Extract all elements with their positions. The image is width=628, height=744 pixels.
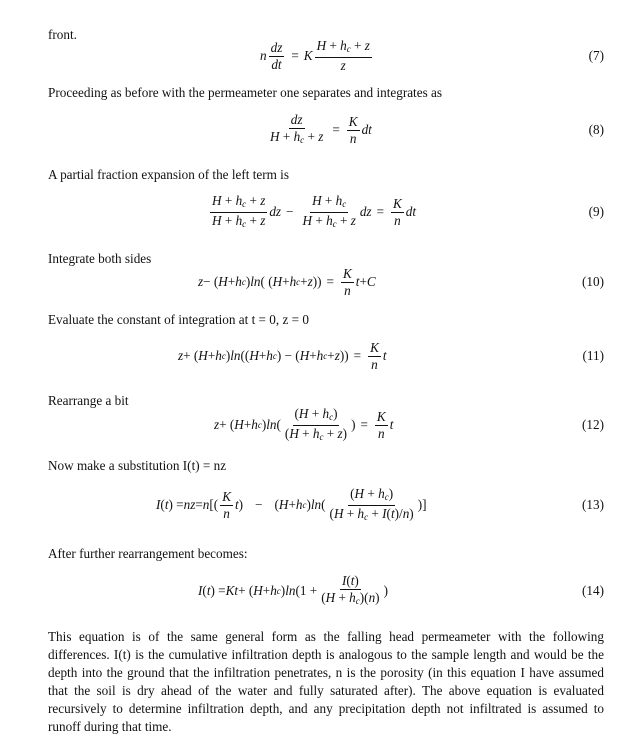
equation-13: I ( t ) = nz = n [( $\frac{K}{n}$ t ) − ( H + h c ) ln ( $\frac{(H + h_c)}{(H + h_c + I(t)/n)}$ )] (13) [156,485,604,522]
text-partial-fraction: A partial fraction expansion of the left term is [48,167,289,182]
text-rearrange: Rearrange a bit [48,393,129,408]
equation-9: $\frac{H + h_c + z}{H + h_c + z}$ dz − $\frac{H + h_c}{H + h_c + z}$ dz = $\frac{K}{n}$ dt (9) [212,192,604,229]
text-evaluate-constant: Evaluate the constant of integration at t = 0, z = 0 [48,312,309,327]
equation-number: (8) [588,122,604,137]
equation-number: (13) [582,497,604,512]
equation-10: z − ( H + h c ) ln ( ( H + h c + z )) = $\frac{K}{n}$ t + C (10) [198,265,604,298]
equation-7: n $\frac{dz}{dt}$ = K $\frac{H + h_c + z}{z}$ (7) [260,38,604,73]
equation-11: z + ( H + h c ) ln (( H + h c ) − ( H + h c + z )) = $\frac{K}{n}$ t (11) [178,339,604,372]
equation-8: $\frac{dz}{H + h_c + z}$ = $\frac{K}{n}$ dt (8) [270,112,604,146]
text-integrate: Integrate both sides [48,251,152,266]
equation-number: (9) [588,204,604,219]
equation-number: (11) [582,348,604,363]
equation-number: (14) [582,583,604,598]
equation-number: (7) [588,48,604,63]
text-proceeding: Proceeding as before with the permeameter one separates and integrates as [48,85,442,100]
text-front: front. [48,27,77,42]
equation-14: I ( t ) = Kt + ( H + h c ) ln (1 + $\frac{I(t)}{(H + h_c)(n)}$ ) (14) [198,573,604,606]
text-conclusion: This equation is of the same general form as the falling head permeameter with the following differences. I(t) is the cumulative infiltration depth is analogous to the sample length and would be the depth into the ground that the infiltration penetrates, n is the porosity (in this equation I have assumed that the soil is dry ahead of the water and fully saturated after). The above equation is evaluated recursively to determine infiltration depth, and any precipitation depth not infiltrated is assumed to runoff during that time. [48,629,604,734]
text-substitution: Now make a substitution I(t) = nz [48,458,227,473]
equation-number: (10) [582,274,604,289]
text-further-rearrangement: After further rearrangement becomes: [48,546,248,561]
equation-12: z + ( H + h c ) ln ( $\frac{(H + h_c)}{(H + h_c + z)}$ ) = $\frac{K}{n}$ t (12) [214,405,604,442]
equation-number: (12) [582,417,604,432]
